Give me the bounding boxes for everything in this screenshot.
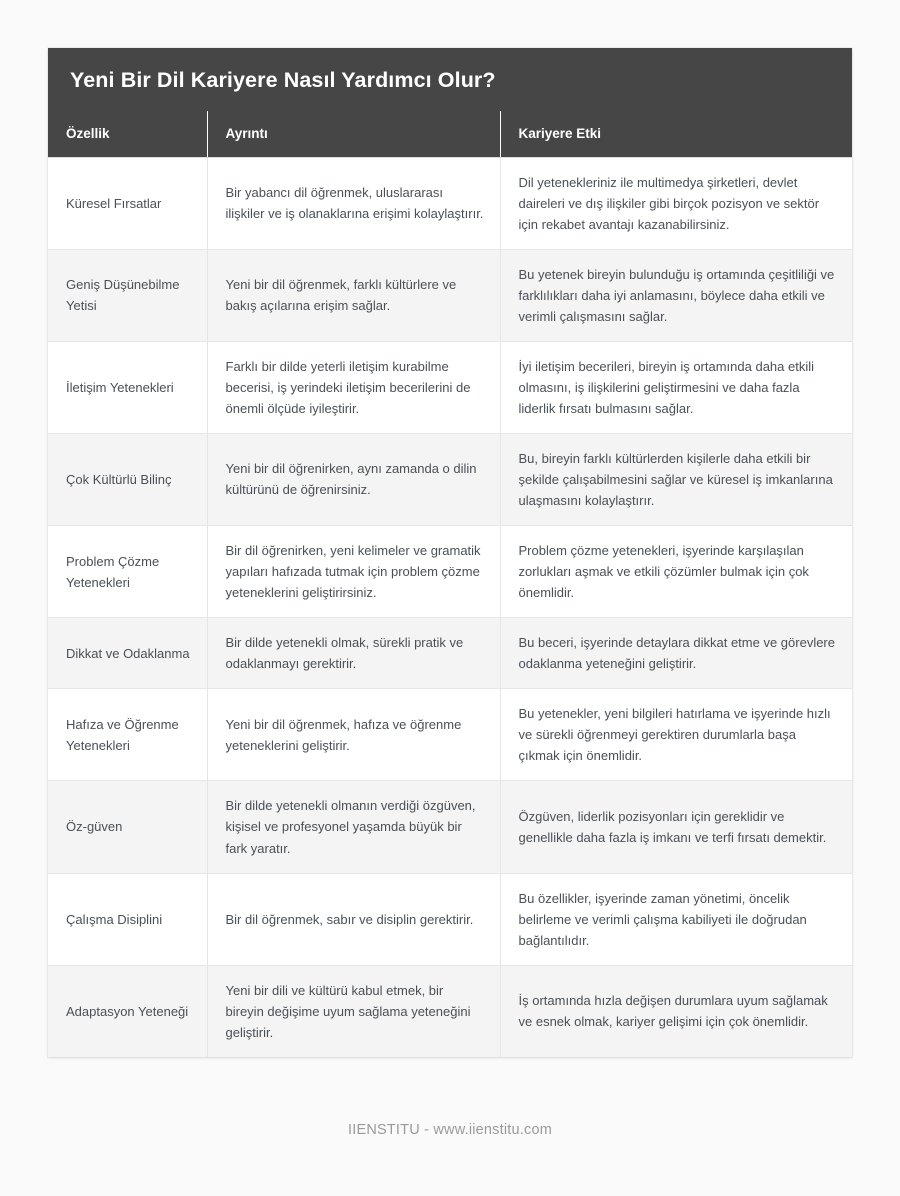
cell-impact: İş ortamında hızla değişen durumlara uyum sağlamak ve esnek olmak, kariyer gelişimi için çok önemlidir.: [500, 965, 852, 1057]
cell-detail: Bir dil öğrenirken, yeni kelimeler ve gramatik yapıları hafızada tutmak için problem çözme yeteneklerini geliştirirsiniz.: [207, 526, 500, 618]
table-row: [48, 526, 852, 618]
footer-attribution: IIENSTITU - www.iienstitu.com: [348, 1122, 552, 1138]
cell-feature: İletişim Yetenekleri: [48, 341, 207, 433]
table-row: [48, 873, 852, 965]
cell-detail: Farklı bir dilde yeterli iletişim kurabilme becerisi, iş yerindeki iletişim becerilerini de önemli ölçüde iyileştirir.: [207, 341, 500, 433]
table-row: [48, 157, 852, 249]
column-header-impact: Kariyere Etki: [500, 111, 852, 157]
table-row: [48, 781, 852, 873]
cell-feature: Adaptasyon Yeteneği: [48, 965, 207, 1057]
cell-impact: Bu özellikler, işyerinde zaman yönetimi, öncelik belirleme ve verimli çalışma kabiliyeti ile doğrudan bağlantılıdır.: [500, 873, 852, 965]
features-table: [48, 111, 852, 1057]
cell-impact: Bu beceri, işyerinde detaylara dikkat etme ve görevlere odaklanma yeteneğini geliştirir.: [500, 618, 852, 689]
cell-feature: Dikkat ve Odaklanma: [48, 618, 207, 689]
table-row: [48, 689, 852, 781]
table-row: [48, 249, 852, 341]
table-row: [48, 965, 852, 1057]
cell-feature: Çok Kültürlü Bilinç: [48, 433, 207, 525]
table-row: [48, 618, 852, 689]
cell-feature: Geniş Düşünebilme Yetisi: [48, 249, 207, 341]
cell-impact: Dil yetenekleriniz ile multimedya şirketleri, devlet daireleri ve dış ilişkiler gibi birçok pozisyon ve sektör için rekabet avantajı kazanabilirsiniz.: [500, 157, 852, 249]
cell-feature: Hafıza ve Öğrenme Yetenekleri: [48, 689, 207, 781]
info-table-card: [48, 48, 852, 1057]
cell-detail: Bir yabancı dil öğrenmek, uluslararası ilişkiler ve iş olanaklarına erişimi kolaylaştırır.: [207, 157, 500, 249]
table-row: [48, 341, 852, 433]
cell-detail: Yeni bir dili ve kültürü kabul etmek, bir bireyin değişime uyum sağlama yeteneğini geliştirir.: [207, 965, 500, 1057]
cell-detail: Bir dilde yetenekli olmanın verdiği özgüven, kişisel ve profesyonel yaşamda büyük bir fark yaratır.: [207, 781, 500, 873]
cell-detail: Yeni bir dil öğrenmek, hafıza ve öğrenme yeteneklerini geliştirir.: [207, 689, 500, 781]
cell-feature: Küresel Fırsatlar: [48, 157, 207, 249]
table-header: [48, 111, 852, 157]
cell-impact: Bu yetenek bireyin bulunduğu iş ortamında çeşitliliği ve farklılıkları daha iyi anlamasını, böylece daha etkili ve verimli çalışmasını sağlar.: [500, 249, 852, 341]
cell-feature: Problem Çözme Yetenekleri: [48, 526, 207, 618]
page-title: Yeni Bir Dil Kariyere Nasıl Yardımcı Olur?: [48, 48, 852, 111]
table-body: [48, 157, 852, 1057]
cell-feature: Öz-güven: [48, 781, 207, 873]
cell-feature: Çalışma Disiplini: [48, 873, 207, 965]
column-header-feature: Özellik: [48, 111, 207, 157]
cell-impact: Problem çözme yetenekleri, işyerinde karşılaşılan zorlukları aşmak ve etkili çözümler bulmak için çok önemlidir.: [500, 526, 852, 618]
cell-impact: Özgüven, liderlik pozisyonları için gereklidir ve genellikle daha fazla iş imkanı ve terfi fırsatı demektir.: [500, 781, 852, 873]
table-row: [48, 433, 852, 525]
cell-detail: Yeni bir dil öğrenmek, farklı kültürlere ve bakış açılarına erişim sağlar.: [207, 249, 500, 341]
cell-impact: İyi iletişim becerileri, bireyin iş ortamında daha etkili olmasını, iş ilişkilerini geliştirmesini ve daha fazla liderlik fırsatı bulmasını sağlar.: [500, 341, 852, 433]
cell-detail: Bir dil öğrenmek, sabır ve disiplin gerektirir.: [207, 873, 500, 965]
cell-detail: Bir dilde yetenekli olmak, sürekli pratik ve odaklanmayı gerektirir.: [207, 618, 500, 689]
column-header-detail: Ayrıntı: [207, 111, 500, 157]
cell-impact: Bu yetenekler, yeni bilgileri hatırlama ve işyerinde hızlı ve sürekli öğrenmeyi gerektiren durumlarla başa çıkmak için önemlidir.: [500, 689, 852, 781]
table-header-row: [48, 111, 852, 157]
cell-detail: Yeni bir dil öğrenirken, aynı zamanda o dilin kültürünü de öğrenirsiniz.: [207, 433, 500, 525]
cell-impact: Bu, bireyin farklı kültürlerden kişilerle daha etkili bir şekilde çalışabilmesini sağlar ve küresel iş imkanlarına ulaşmasını kolaylaştırır.: [500, 433, 852, 525]
